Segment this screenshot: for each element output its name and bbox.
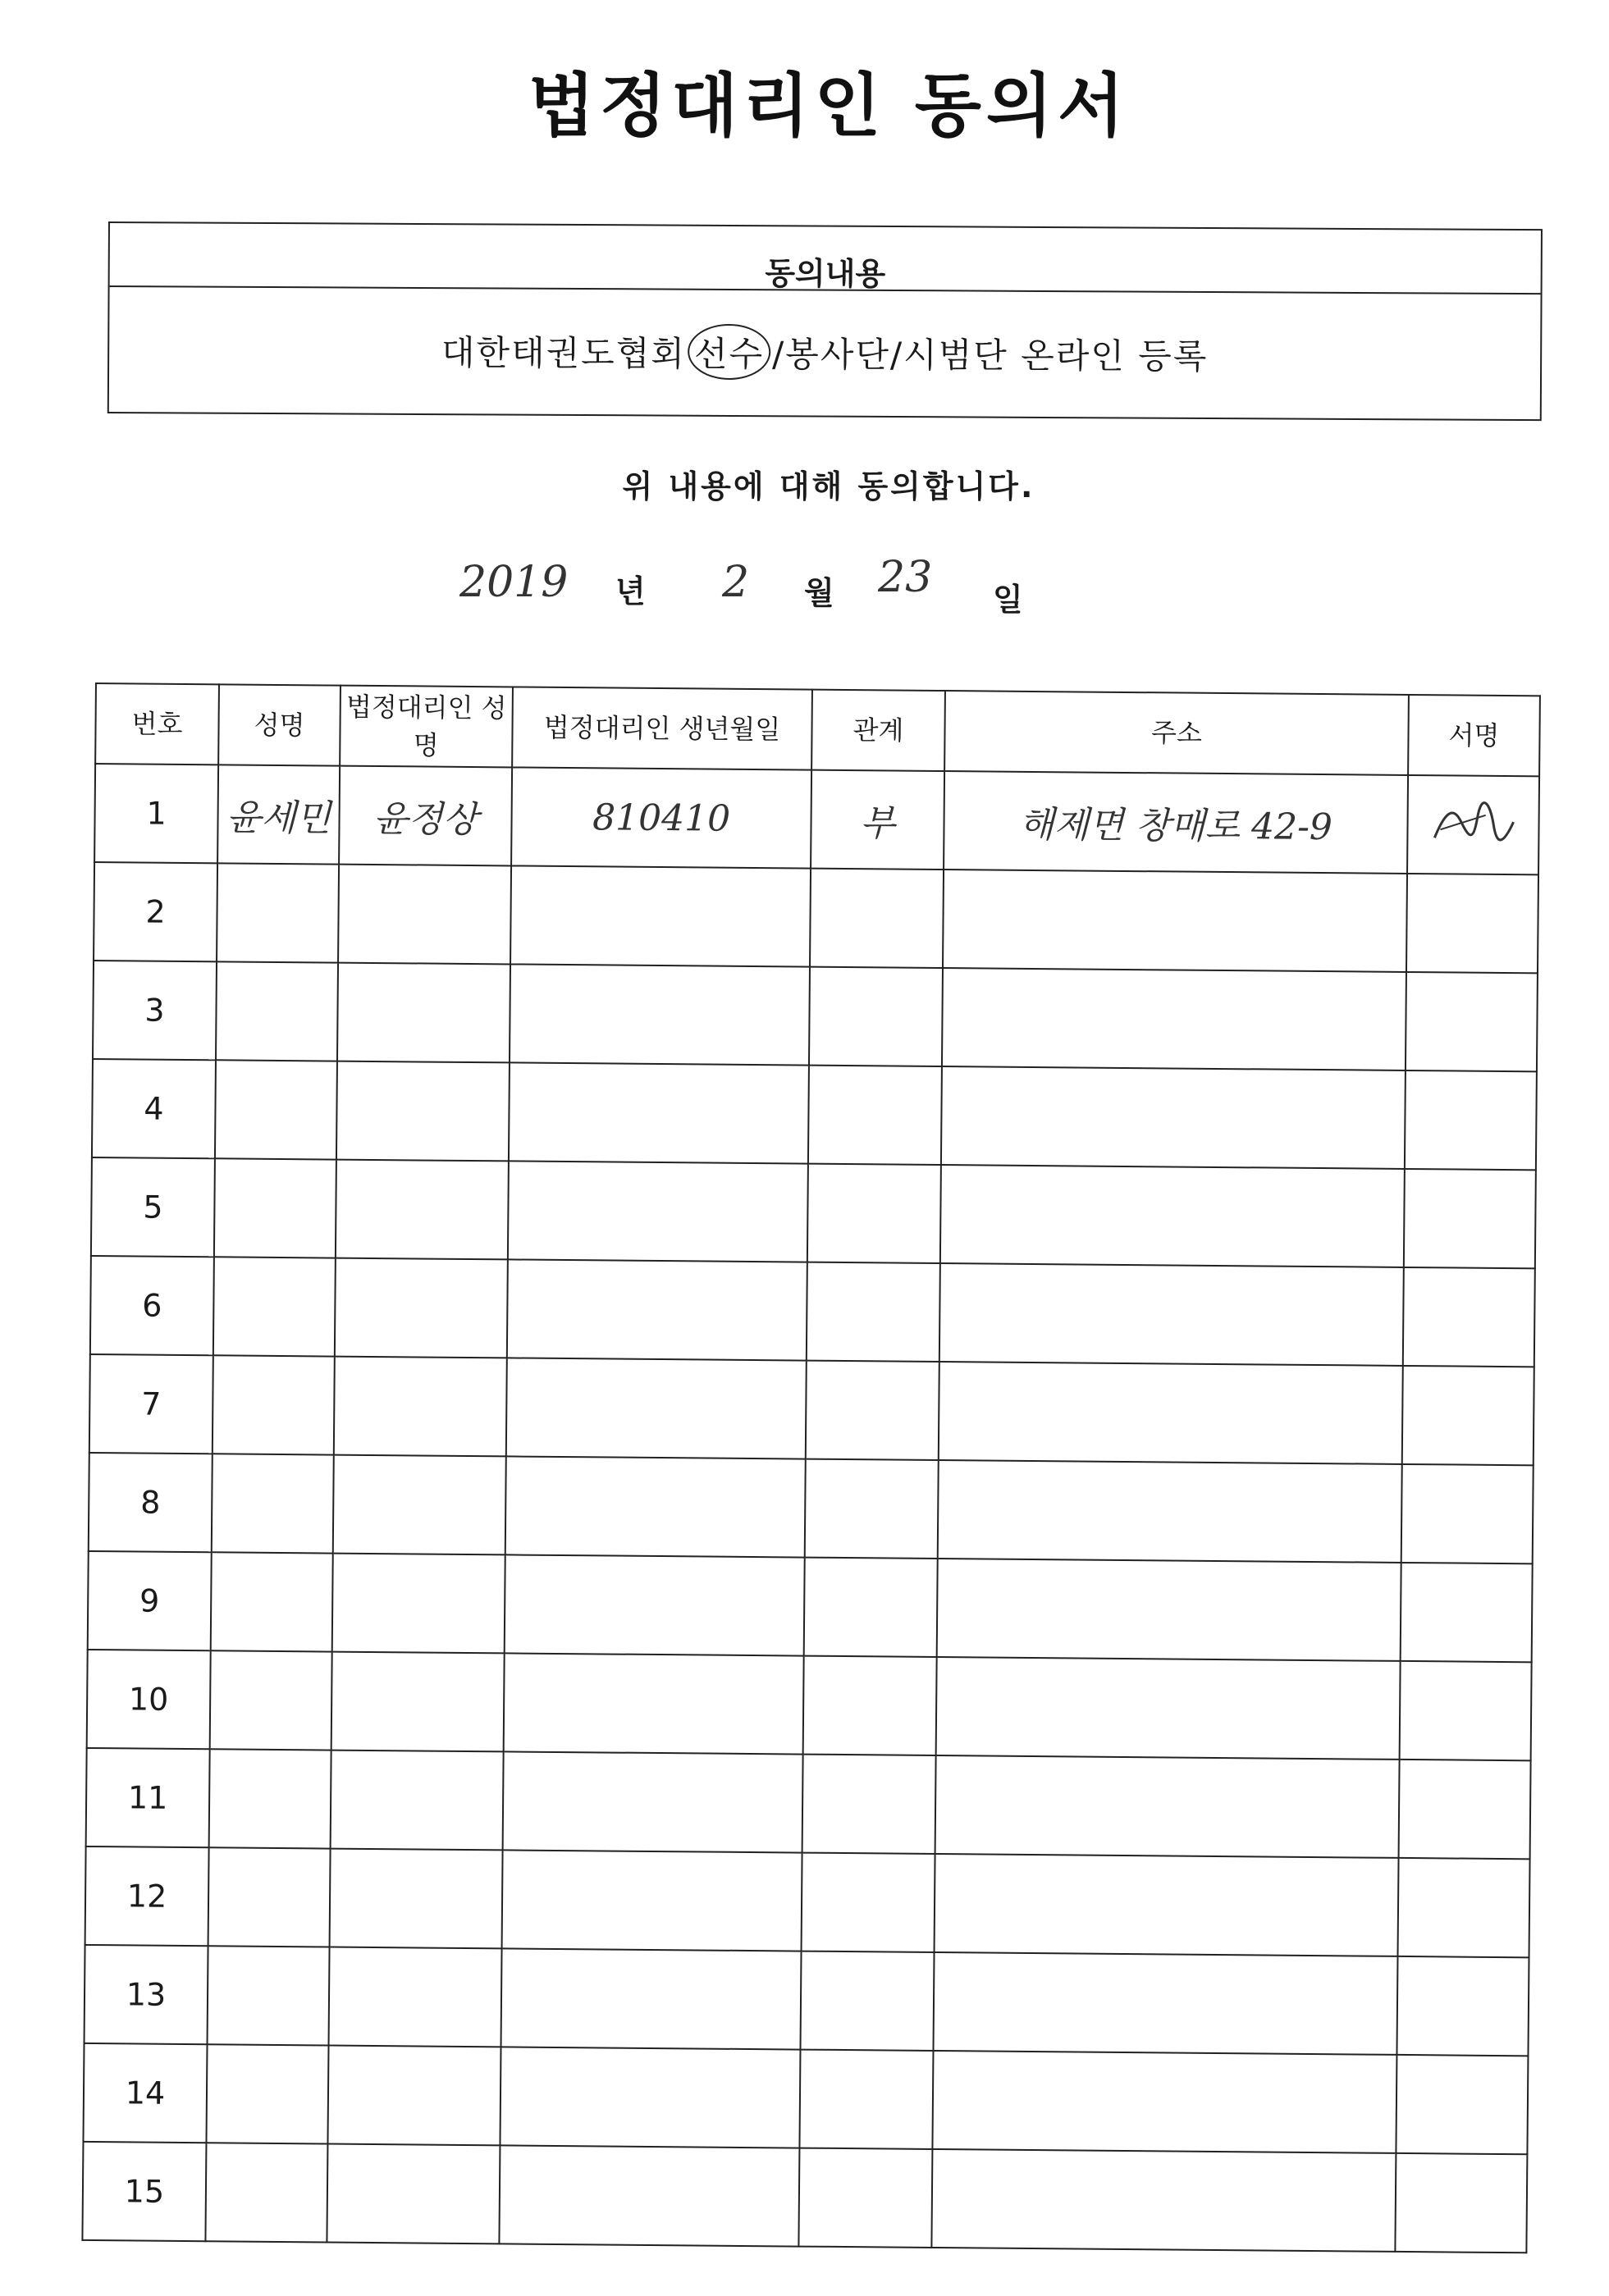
date-year: 2019 (459, 558, 569, 607)
row-number: 13 (85, 1945, 208, 2044)
header-guardian-birth: 법정대리인 생년월일 (512, 687, 812, 769)
row-name (209, 1749, 331, 1848)
row-guardian-name (332, 1554, 505, 1654)
row-relation (808, 1066, 942, 1165)
row-guardian-name (331, 1652, 505, 1752)
row-number: 7 (89, 1354, 213, 1454)
row-signature (1401, 1464, 1534, 1563)
row-signature (1402, 1366, 1534, 1465)
row-signature (1407, 775, 1539, 874)
row-name (213, 1355, 335, 1454)
row-guardian-birth (506, 1358, 807, 1458)
row-address (936, 1657, 1401, 1760)
row-relation (806, 1361, 939, 1460)
row-signature (1396, 2055, 1528, 2154)
consent-body-circled-option: 선수 (688, 324, 771, 381)
row-guardian-birth (505, 1456, 806, 1557)
row-relation (800, 1951, 934, 2051)
row-guardian-name (330, 1849, 503, 1949)
row-relation (804, 1558, 938, 1657)
row-number: 2 (94, 862, 217, 961)
row-guardian-birth (499, 2145, 799, 2246)
row-number: 1 (94, 764, 218, 863)
row-guardian-birth (502, 1850, 802, 1951)
row-name (205, 2143, 327, 2242)
document-title: 법정대리인 동의서 (528, 66, 1130, 146)
row-address (933, 1952, 1397, 2055)
table-row (82, 2142, 1527, 2253)
row-guardian-birth (508, 1161, 808, 1262)
row-relation: 부 (811, 770, 944, 870)
table-row (94, 862, 1538, 973)
row-guardian-name (335, 1258, 508, 1358)
table-row (85, 1846, 1530, 1957)
header-name: 성명 (218, 684, 341, 765)
table-row (89, 1453, 1534, 1563)
row-signature (1400, 1661, 1532, 1760)
header-address: 주소 (944, 691, 1409, 775)
row-number: 15 (82, 2142, 206, 2241)
registration-table (81, 682, 1541, 2253)
row-signature (1405, 1070, 1537, 1170)
row-address (935, 1755, 1400, 1858)
table-header-row (95, 683, 1540, 776)
header-signature: 서명 (1408, 695, 1540, 776)
row-name (208, 1946, 330, 2045)
date-day: 23 (878, 553, 933, 602)
row-signature (1398, 1858, 1530, 1957)
row-address: 해제면 창매로 42-9 (944, 771, 1408, 874)
row-relation (799, 2050, 933, 2149)
row-address (935, 1854, 1399, 1956)
row-name (210, 1650, 332, 1750)
table-row (92, 1059, 1537, 1170)
row-guardian-name (337, 963, 510, 1063)
row-guardian-name (331, 1751, 504, 1851)
row-name (213, 1257, 336, 1356)
row-name (211, 1552, 333, 1651)
consent-body-prefix: 대한태권도협회 (441, 332, 687, 374)
row-address (939, 1362, 1403, 1464)
row-signature (1401, 1563, 1533, 1662)
row-guardian-name (327, 2046, 501, 2146)
row-number: 3 (93, 961, 217, 1060)
row-name (216, 961, 338, 1061)
row-address (943, 870, 1407, 972)
row-guardian-name (334, 1357, 507, 1457)
row-name (214, 1158, 336, 1258)
row-guardian-birth (510, 865, 811, 966)
agreement-statement: 위 내용에 대해 동의합니다. (622, 468, 1035, 504)
row-guardian-birth (509, 1062, 809, 1163)
row-address (937, 1559, 1401, 1661)
table-row (85, 1945, 1529, 2056)
row-guardian-name (333, 1455, 506, 1555)
row-guardian-name (336, 1160, 509, 1260)
row-guardian-name (329, 1947, 502, 2047)
row-relation (802, 1755, 936, 1854)
row-address (942, 968, 1406, 1070)
date-year-label: 년 (615, 573, 646, 609)
row-relation (807, 1262, 940, 1362)
row-address (931, 2149, 1396, 2252)
row-guardian-name: 윤정상 (339, 766, 512, 866)
row-address (939, 1263, 1404, 1366)
consent-body (109, 287, 1541, 418)
table-row (88, 1551, 1533, 1662)
row-number: 14 (83, 2043, 207, 2143)
consent-header: 동의내용 (110, 223, 1541, 294)
row-number: 4 (92, 1059, 216, 1158)
header-number: 번호 (95, 683, 219, 765)
row-signature (1404, 1169, 1536, 1268)
handwritten-signature (1428, 797, 1519, 847)
row-number: 11 (86, 1748, 210, 1847)
row-relation (805, 1459, 939, 1559)
date-month-label: 월 (804, 575, 834, 611)
row-address (941, 1066, 1406, 1169)
table-row (89, 1354, 1534, 1465)
row-name (208, 1847, 331, 1947)
row-signature (1406, 972, 1538, 1071)
row-number: 9 (88, 1551, 212, 1650)
row-guardian-name (338, 865, 511, 965)
row-number: 12 (85, 1846, 209, 1946)
row-relation (803, 1656, 937, 1755)
row-guardian-birth (505, 1554, 805, 1655)
row-address (938, 1460, 1402, 1563)
row-signature (1406, 874, 1538, 973)
table-row (91, 1157, 1536, 1268)
table-row (94, 764, 1539, 874)
row-relation (802, 1853, 935, 1952)
table-row (90, 1256, 1535, 1367)
row-guardian-name (336, 1061, 510, 1162)
row-signature (1396, 1956, 1529, 2056)
row-signature (1399, 1760, 1531, 1859)
consent-body-suffix: /봉사단/시범단 온라인 등록 (771, 334, 1209, 377)
row-number: 8 (89, 1453, 213, 1552)
row-address (932, 2051, 1396, 2153)
table-row (83, 2043, 1528, 2154)
consent-box (107, 221, 1543, 421)
row-name (206, 2044, 328, 2143)
row-number: 10 (87, 1650, 211, 1749)
table-body (82, 764, 1539, 2253)
row-signature (1403, 1267, 1535, 1367)
table-row (93, 961, 1538, 1071)
row-address (940, 1165, 1405, 1267)
row-guardian-birth (510, 964, 810, 1065)
row-name (212, 1454, 334, 1553)
row-relation (809, 967, 943, 1066)
row-signature (1395, 2153, 1527, 2253)
row-guardian-name (327, 2144, 500, 2244)
row-name: 윤세민 (217, 765, 340, 864)
row-guardian-birth (501, 1948, 802, 2049)
row-number: 5 (91, 1157, 215, 1257)
table-row (87, 1650, 1532, 1760)
date-day-label: 일 (993, 582, 1023, 618)
date-month: 2 (722, 558, 750, 607)
date-row (459, 553, 1050, 623)
row-relation (807, 1164, 941, 1263)
row-guardian-birth: 810410 (511, 767, 811, 868)
row-guardian-birth (504, 1653, 804, 1754)
row-relation (798, 2148, 932, 2248)
row-relation (810, 869, 944, 968)
header-guardian-name: 법정대리인 성명 (340, 686, 513, 768)
table-row (86, 1748, 1531, 1859)
row-guardian-birth (503, 1751, 803, 1852)
row-number: 6 (90, 1256, 214, 1355)
row-name (217, 863, 339, 962)
row-name (215, 1060, 337, 1159)
header-relation: 관계 (811, 690, 945, 771)
row-guardian-birth (500, 2047, 800, 2148)
row-guardian-birth (507, 1259, 807, 1360)
